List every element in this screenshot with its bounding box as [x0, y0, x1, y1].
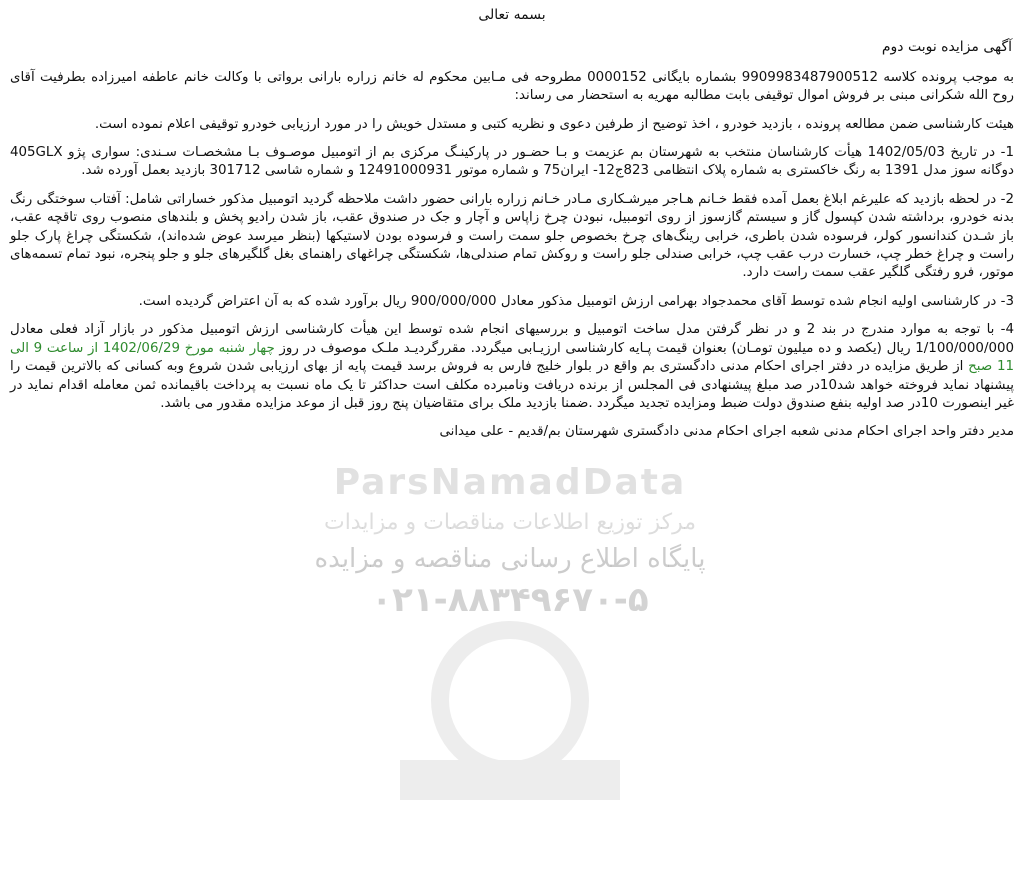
item-4-text-a: 4- با توجه به موارد مندرج در بند 2 و در نظر گرفتن مدل ساخت اتومبیل و بررسیهای انجام شده توسط این هیأت کارشناسی ارزش اتومبیل مذکور در بازار آزاد فعلی معادل 1/100/000/000 ریال (یکصد و ده میلیون تومـان) بعنوان قیمت پـایه کارشناسی ارزیـابی میگردد. مقررگردیـد ملـک موصوف در روز	[10, 322, 1015, 356]
item-4-text-b: از طریق مزایده در دفتر اجرای احکام مدنی دادگستری بم واقع در بلوار خلیج فارس به فروش برسد قیمت پایه از بهای ارزیابی شدن شروع وبه کسانی که بالاترین قیمت را پیشنهاد نماید فروخته خواهد شد10در صد مبلغ پیشنهادی فی المجلس از برنده دریافت ونامبرده مکلف است حداکثر تا یک ماه نسبت به پرداخت باقیمانده ثمن معامله اقدام نماید در غیر اینصورت 10در صد اولیه بنفع صندوق دولت ضبط ومزایده تجدید میگردد .ضمنا بازدید ملک برای متقاضیان پنج روز قبل از موعد مزایده مقدور می باشد.	[10, 359, 1014, 411]
paragraph-item-2: 2- در لحظه بازدید که علیرغم ابلاغ بعمل آمده فقط خـانم هـاجر میرشـکاری مـادر خـانم زراره بارانی حضور داشت ملاحظه گردید اتومبیل مذکور خساراتی شامل: آفتاب سوختگی رنگ بدنه خودرو، برداشته شدن کپسول گاز و سیستم گازسوز از روی اتومبیل، نبودن چرخ زاپاس و آچار و جک در صندوق عقب، باز شدن رادیو پخش و بلندهای منصوب روی تاقچه عقب، باز شـدن کندانسور کولر، فرسوده شدن باطری، خرابی رینگ‌های چرخ بخصوص جلو سمت راست و فرسوده بودن لاستیکها (بنظر میرسد عوض شده‌اند)، شکستگی چراغ پارک جلو راست و چراغ خطر چپ، خسارت درب عقب چپ، خرابی صندلی جلو راست و روکش تمام صندلی‌ها، شکستگی چراغهای راهنمای بغل گلگیرهای جلو و جلو پنجره، نبود تمام تسمه‌های موتور، فرو رفتگی گلگیر عقب سمت راست دارد.	[10, 191, 1014, 281]
watermark-emblem-icon	[340, 610, 680, 830]
document-title: بسمه تعالی	[478, 7, 546, 23]
watermark-line-1: مرکز توزیع اطلاعات مناقصات و مزایدات	[323, 510, 697, 535]
auction-notice	[10, 6, 1014, 452]
paragraph-item-3: 3- در کارشناسی اولیه انجام شده توسط آقای محمدجواد بهرامی ارزش اتومبیل مذکور معادل 900/000/000 ریال برآورد شده که به آن اعتراض گردیده است.	[138, 293, 1014, 309]
watermark-phone: ۰۲۱-۸۸۳۴۹۶۷۰-۵	[371, 580, 649, 620]
paragraph-case-intro: به موجب پرونده کلاسه 9909983487900512 بشماره بایگانی 0000152 مطروحه فی مـابین محکوم له خانم زراره بارانی برواتی با وکالت خانم عاطفه امیرزاده بطرفیت آقای روح الله شکرانی مبنی بر فروش اموال توقیفی بابت مطالبه مهریه به استحضار می رساند:	[10, 69, 1014, 104]
watermark-line-2: پایگاه اطلاع رسانی مناقصه و مزایده	[314, 544, 706, 574]
document-subtitle: آگهی مزایده نوبت دوم	[881, 39, 1012, 56]
watermark	[250, 400, 770, 840]
paragraph-item-1: 1- در تاریخ 1402/05/03 هیأت کارشناسان منتخب به شهرستان بم عزیمت و بـا حضـور در پارکینـگ مرکزی بم از اتومبیل موصـوف بـا مشخصـات سـندی: سواری پژو 405GLX دوگانه سوز مدل 1391 به رنگ خاکستری به شماره پلاک انتظامی 823ج12- ایران75 و شماره موتور 12491000931 و شماره شاسی 301712 بازدید بعمل آورده شد.	[10, 145, 1014, 179]
paragraph-expert-panel: هیئت کارشناسی ضمن مطالعه پرونده ، بازدید خودرو ، اخذ توضیح از طرفین دعوی و نظریه کتبی و مستدل خویش را در مورد ارزیابی خودرو توقیفی اعلام نموده است.	[94, 116, 1014, 132]
paragraph-item-4	[10, 321, 1014, 413]
watermark-brand: ParsNamadData	[333, 462, 687, 503]
auction-date-highlight: چهار شنبه مورخ 1402/06/29 از ساعت 9 الی 11 صبح	[10, 340, 1014, 375]
signature-line: مدیر دفتر واحد اجرای احکام مدنی شعبه اجرای احکام مدنی دادگستری شهرستان بم/قدیم - علی میدانی	[439, 424, 1014, 440]
